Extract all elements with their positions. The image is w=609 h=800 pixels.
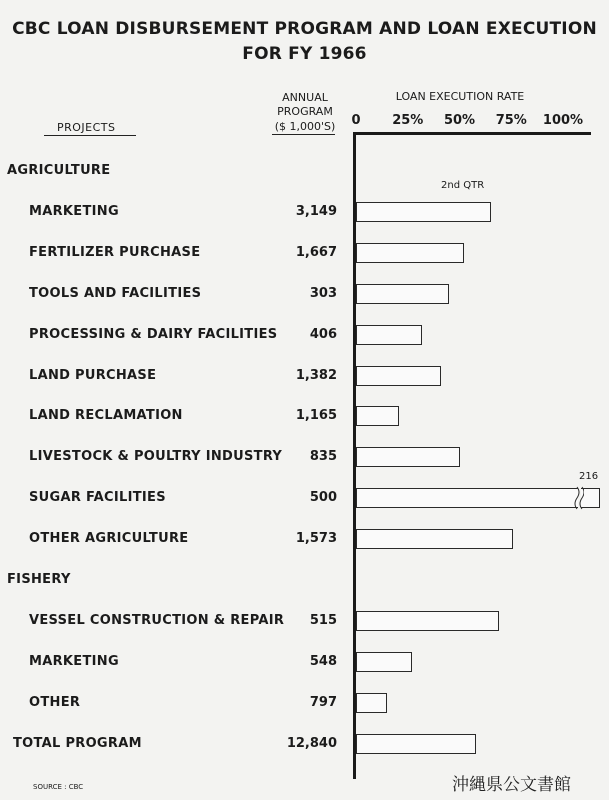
program-value: 406 xyxy=(309,326,337,342)
total-label: TOTAL PROGRAM xyxy=(13,735,142,751)
projects-header-rule xyxy=(44,135,136,136)
x-tick-label: 75% xyxy=(495,113,527,128)
program-value: 1,573 xyxy=(295,531,337,547)
broken-bar-value-label: 216 xyxy=(579,471,599,482)
project-label: LAND PURCHASE xyxy=(29,367,157,383)
projects-header: PROJECTS xyxy=(57,121,116,134)
execution-rate-bar xyxy=(356,693,387,713)
program-value: 515 xyxy=(309,612,337,628)
execution-rate-bar xyxy=(356,406,399,426)
group-label: FISHERY xyxy=(7,572,71,587)
execution-rate-bar xyxy=(356,202,491,222)
x-tick-label: 50% xyxy=(443,113,476,128)
project-label: OTHER AGRICULTURE xyxy=(29,531,189,547)
execution-rate-bar xyxy=(356,447,460,467)
program-value: 12,840 xyxy=(286,735,337,751)
program-value: 500 xyxy=(309,490,337,506)
source-note: SOURCE : CBC xyxy=(33,783,84,791)
execution-rate-bar xyxy=(356,243,464,263)
chart-title-line1: CBC LOAN DISBURSEMENT PROGRAM AND LOAN EXECUTION xyxy=(12,19,597,39)
project-label: MARKETING xyxy=(29,653,119,669)
execution-rate-bar xyxy=(356,734,476,754)
program-value: 1,165 xyxy=(295,408,337,424)
x-tick-label: 100% xyxy=(542,113,584,128)
rate-header: LOAN EXECUTION RATE xyxy=(395,90,525,103)
project-label: LAND RECLAMATION xyxy=(29,408,183,424)
program-value: 1,667 xyxy=(295,244,337,260)
execution-rate-bar xyxy=(356,325,422,345)
archive-watermark: 沖縄県公文書館 xyxy=(452,775,571,795)
program-header-line1: ANNUAL xyxy=(282,91,328,104)
project-label: TOOLS AND FACILITIES xyxy=(29,285,202,301)
execution-rate-bar xyxy=(356,529,513,549)
project-label: MARKETING xyxy=(29,203,119,219)
quarter-label: 2nd QTR xyxy=(441,180,485,191)
execution-rate-bar xyxy=(356,611,499,631)
group-label: AGRICULTURE xyxy=(7,163,111,178)
execution-rate-bar xyxy=(356,284,449,304)
project-label: OTHER xyxy=(29,694,81,710)
project-label: FERTILIZER PURCHASE xyxy=(29,244,201,260)
chart-title-line2: FOR FY 1966 xyxy=(242,44,367,64)
program-value: 3,149 xyxy=(295,203,337,219)
program-value: 835 xyxy=(309,449,337,465)
project-label: LIVESTOCK & POULTRY INDUSTRY xyxy=(29,449,283,465)
program-header-line3: ($ 1,000'S) xyxy=(274,120,336,133)
project-label: PROCESSING & DAIRY FACILITIES xyxy=(29,326,278,342)
program-header-line2: PROGRAM xyxy=(277,105,333,118)
x-tick-label: 25% xyxy=(392,113,424,128)
execution-rate-bar xyxy=(356,652,412,672)
x-axis-line xyxy=(353,132,591,135)
execution-rate-bar xyxy=(356,366,441,386)
program-value: 1,382 xyxy=(295,367,337,383)
program-header-rule xyxy=(272,134,335,135)
program-value: 303 xyxy=(309,285,337,301)
x-tick-label: 0 xyxy=(351,113,361,128)
execution-rate-bar xyxy=(356,488,578,508)
bar-break-marker xyxy=(574,486,584,510)
program-value: 797 xyxy=(309,694,337,710)
project-label: SUGAR FACILITIES xyxy=(29,490,166,506)
program-value: 548 xyxy=(309,653,337,669)
project-label: VESSEL CONSTRUCTION & REPAIR xyxy=(29,612,285,628)
